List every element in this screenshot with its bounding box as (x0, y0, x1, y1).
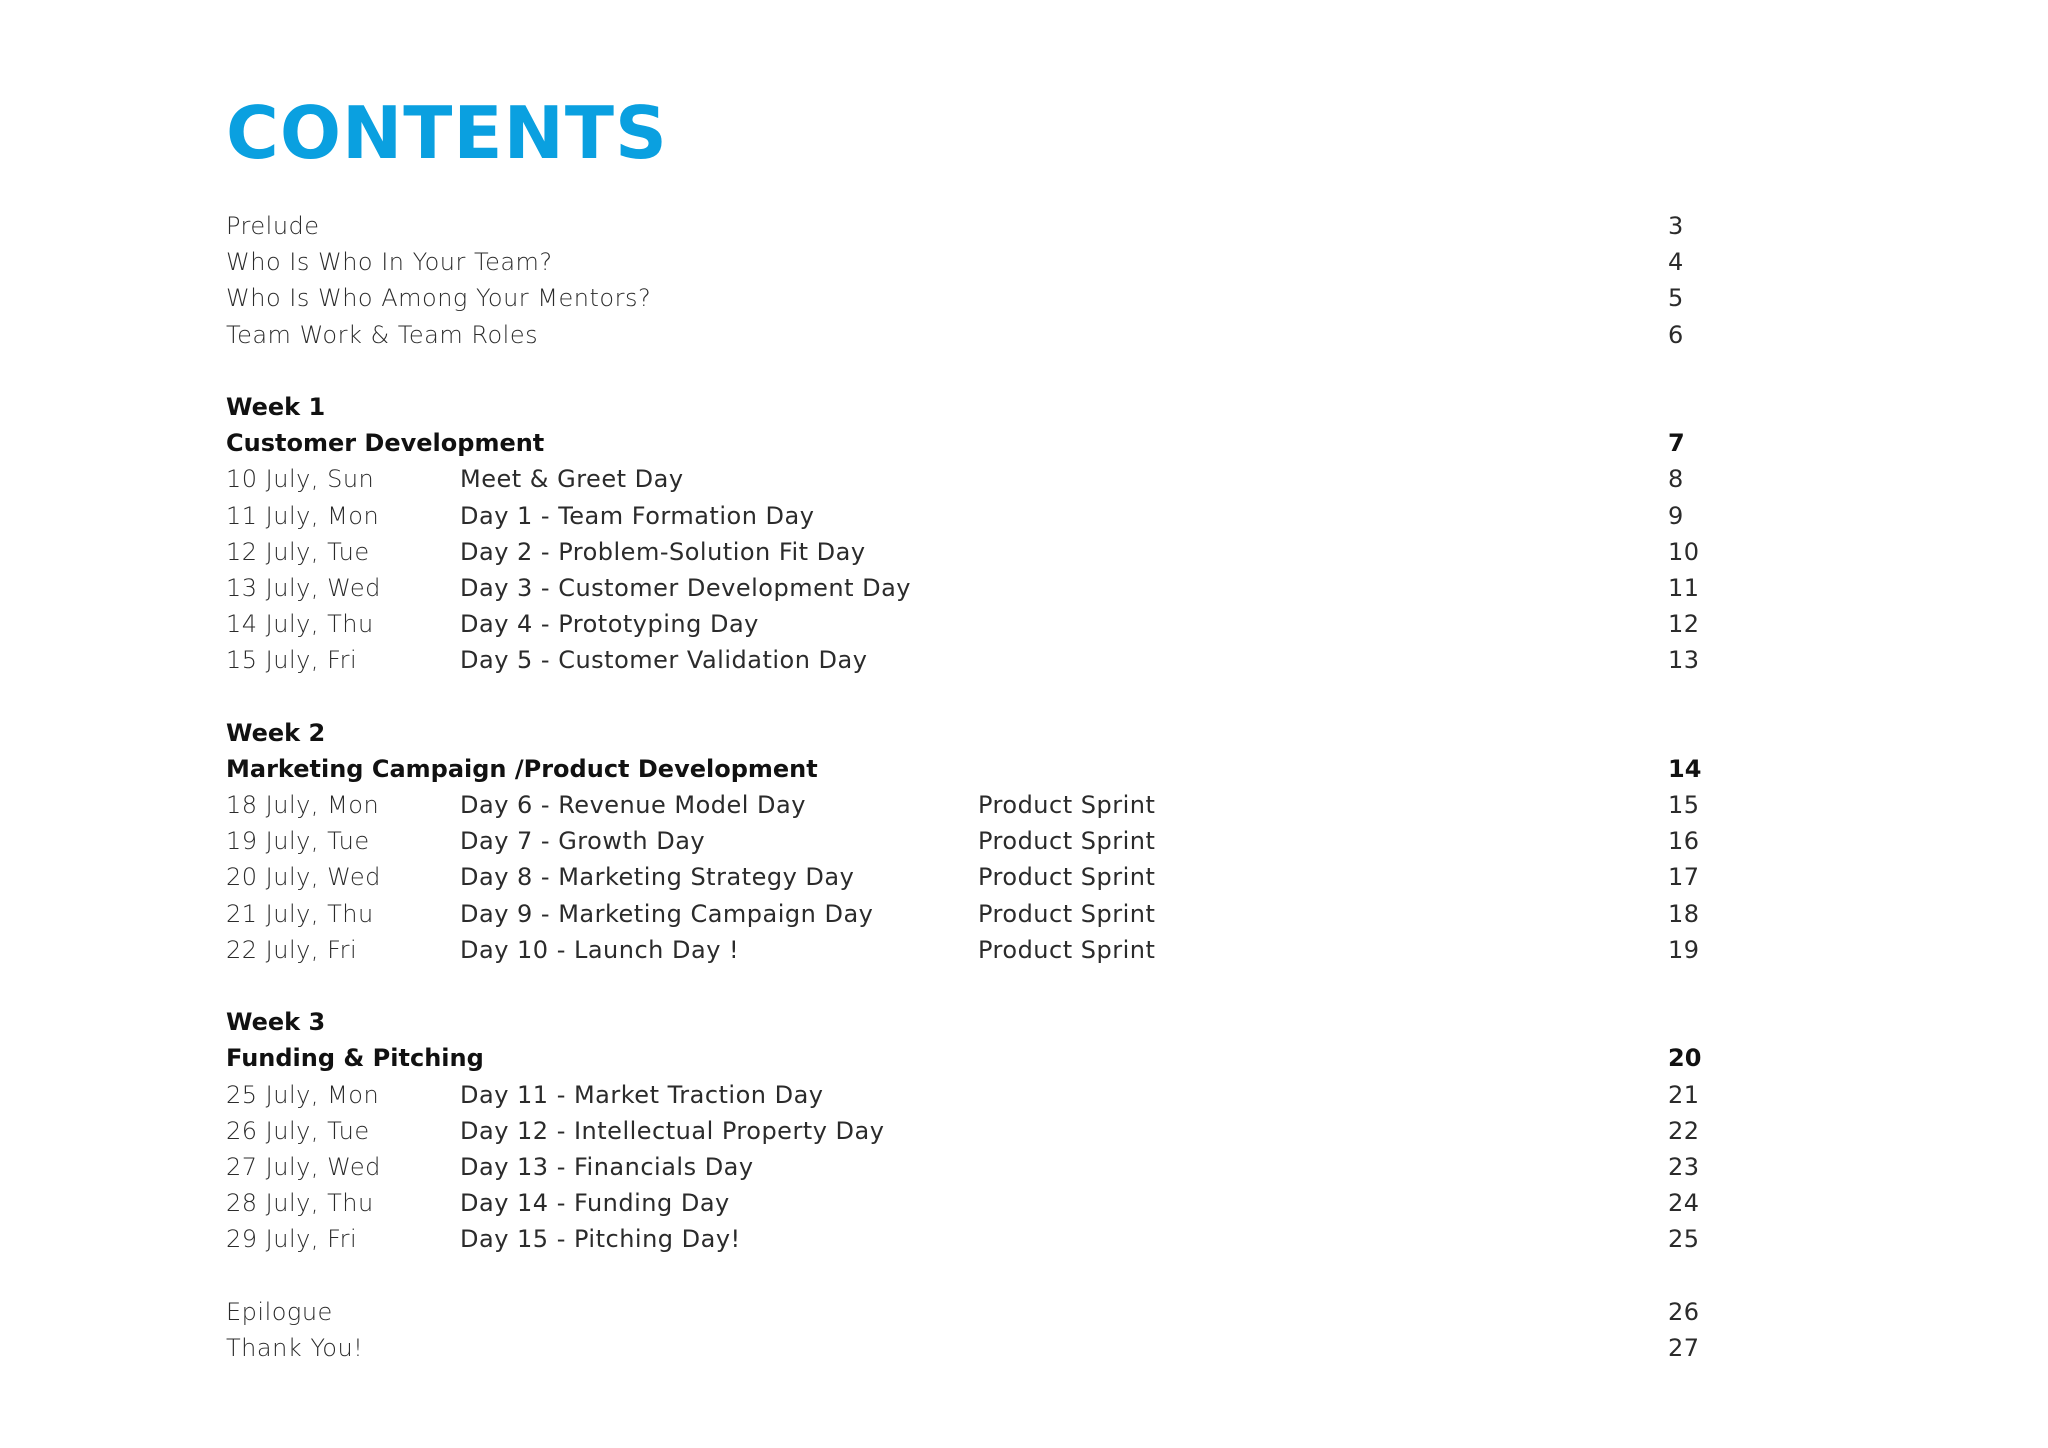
day-date: 22 July, Fri (226, 935, 358, 964)
toc-entry-page: 26 (1668, 1297, 1700, 1326)
day-title: Day 7 - Growth Day (460, 827, 706, 856)
week-label: Week 3 (226, 1008, 326, 1037)
day-title: Day 13 - Financials Day (460, 1152, 754, 1181)
day-page: 17 (1668, 863, 1700, 892)
week-heading (226, 389, 1706, 425)
week-label: Week 1 (226, 392, 326, 421)
toc-entry-label: Who Is Who In Your Team? (226, 248, 553, 277)
day-title: Day 8 - Marketing Strategy Day (460, 863, 855, 892)
toc-section-customer-development[interactable] (226, 425, 1706, 461)
day-page: 12 (1668, 610, 1700, 639)
day-page: 11 (1668, 573, 1700, 602)
day-title: Day 1 - Team Formation Day (460, 501, 815, 530)
day-date: 28 July, Thu (226, 1189, 374, 1218)
day-date: 26 July, Tue (226, 1116, 370, 1145)
toc-day-entry[interactable] (226, 823, 1706, 859)
day-track: Product Sprint (978, 935, 1156, 964)
day-track: Product Sprint (978, 863, 1156, 892)
toc-entry-page: 27 (1668, 1333, 1700, 1362)
section-title: Customer Development (226, 429, 545, 458)
spacer (226, 968, 1706, 1004)
day-date: 25 July, Mon (226, 1080, 380, 1109)
toc-entry-mentors[interactable] (226, 280, 1706, 316)
toc-day-entry[interactable] (226, 642, 1706, 678)
toc-day-entry[interactable] (226, 534, 1706, 570)
spacer (226, 1257, 1706, 1293)
day-page: 9 (1668, 501, 1684, 530)
day-track: Product Sprint (978, 791, 1156, 819)
day-page: 24 (1668, 1189, 1700, 1218)
day-title: Day 3 - Customer Development Day (460, 573, 911, 602)
day-page: 22 (1668, 1116, 1700, 1145)
day-date: 27 July, Wed (226, 1152, 381, 1181)
toc-day-entry[interactable] (226, 859, 1706, 895)
toc-entry-team[interactable] (226, 244, 1706, 280)
toc-day-entry[interactable] (226, 896, 1706, 932)
toc-entry-label: Who Is Who Among Your Mentors? (226, 284, 652, 313)
toc-entry-team-roles[interactable] (226, 317, 1706, 353)
toc-day-entry[interactable] (226, 1149, 1706, 1185)
toc-day-entry[interactable] (226, 606, 1706, 642)
day-title: Day 15 - Pitching Day! (460, 1225, 741, 1254)
toc-entry-thank-you[interactable] (226, 1330, 1706, 1366)
toc-entry-label: Epilogue (226, 1297, 333, 1326)
toc-day-entry[interactable] (226, 787, 1706, 823)
toc-section-funding-pitching[interactable] (226, 1040, 1706, 1076)
day-title: Day 5 - Customer Validation Day (460, 646, 868, 675)
day-date: 21 July, Thu (226, 899, 374, 928)
day-date: 19 July, Tue (226, 827, 370, 856)
day-date: 11 July, Mon (226, 501, 380, 530)
day-title: Day 2 - Problem-Solution Fit Day (460, 537, 866, 566)
day-track: Product Sprint (978, 899, 1156, 928)
toc-entry-label: Thank You! (226, 1333, 364, 1362)
toc-entry-page: 6 (1668, 320, 1684, 349)
day-title: Day 10 - Launch Day ! (460, 935, 740, 964)
day-title: Day 9 - Marketing Campaign Day (460, 899, 874, 928)
day-date: 18 July, Mon (226, 791, 380, 819)
day-track: Product Sprint (978, 827, 1156, 856)
toc-day-entry[interactable] (226, 1221, 1706, 1257)
week-label: Week 2 (226, 718, 326, 747)
toc-entry-epilogue[interactable] (226, 1294, 1706, 1330)
day-date: 12 July, Tue (226, 537, 370, 566)
day-title: Day 12 - Intellectual Property Day (460, 1116, 885, 1145)
section-page: 7 (1668, 429, 1685, 458)
toc-day-entry[interactable] (226, 1185, 1706, 1221)
spacer (226, 353, 1706, 389)
week-heading (226, 715, 1706, 751)
day-page: 18 (1668, 899, 1700, 928)
toc-section-marketing-product[interactable] (226, 751, 1706, 787)
day-page: 13 (1668, 646, 1700, 675)
day-date: 14 July, Thu (226, 610, 374, 639)
day-page: 21 (1668, 1080, 1700, 1109)
toc-day-entry[interactable] (226, 1077, 1706, 1113)
day-page: 15 (1668, 791, 1700, 819)
toc-day-entry[interactable] (226, 570, 1706, 606)
page-title: CONTENTS (226, 91, 668, 175)
day-date: 15 July, Fri (226, 646, 358, 675)
day-title: Meet & Greet Day (460, 465, 684, 494)
toc-entry-page: 4 (1668, 248, 1684, 277)
section-title: Marketing Campaign /Product Development (226, 754, 818, 783)
toc-entry-label: Team Work & Team Roles (226, 320, 539, 349)
toc-entry-page: 3 (1668, 212, 1684, 240)
day-page: 25 (1668, 1225, 1700, 1254)
toc-day-entry[interactable] (226, 498, 1706, 534)
toc-day-entry[interactable] (226, 461, 1706, 497)
spacer (226, 678, 1706, 714)
week-heading (226, 1004, 1706, 1040)
day-title: Day 4 - Prototyping Day (460, 610, 759, 639)
toc-day-entry[interactable] (226, 1113, 1706, 1149)
section-page: 14 (1668, 754, 1702, 783)
day-page: 19 (1668, 935, 1700, 964)
day-page: 8 (1668, 465, 1684, 494)
toc-entry-page: 5 (1668, 284, 1684, 313)
section-page: 20 (1668, 1044, 1702, 1073)
day-title: Day 6 - Revenue Model Day (460, 791, 806, 819)
toc-entry-label: Prelude (226, 212, 320, 240)
table-of-contents (226, 208, 1706, 1366)
day-date: 13 July, Wed (226, 573, 381, 602)
day-page: 23 (1668, 1152, 1700, 1181)
toc-day-entry[interactable] (226, 932, 1706, 968)
day-title: Day 14 - Funding Day (460, 1189, 730, 1218)
day-page: 10 (1668, 537, 1700, 566)
day-date: 20 July, Wed (226, 863, 381, 892)
day-page: 16 (1668, 827, 1700, 856)
section-title: Funding & Pitching (226, 1044, 484, 1073)
day-date: 29 July, Fri (226, 1225, 358, 1254)
day-date: 10 July, Sun (226, 465, 375, 494)
toc-entry-prelude[interactable] (226, 208, 1706, 244)
day-title: Day 11 - Market Traction Day (460, 1080, 824, 1109)
